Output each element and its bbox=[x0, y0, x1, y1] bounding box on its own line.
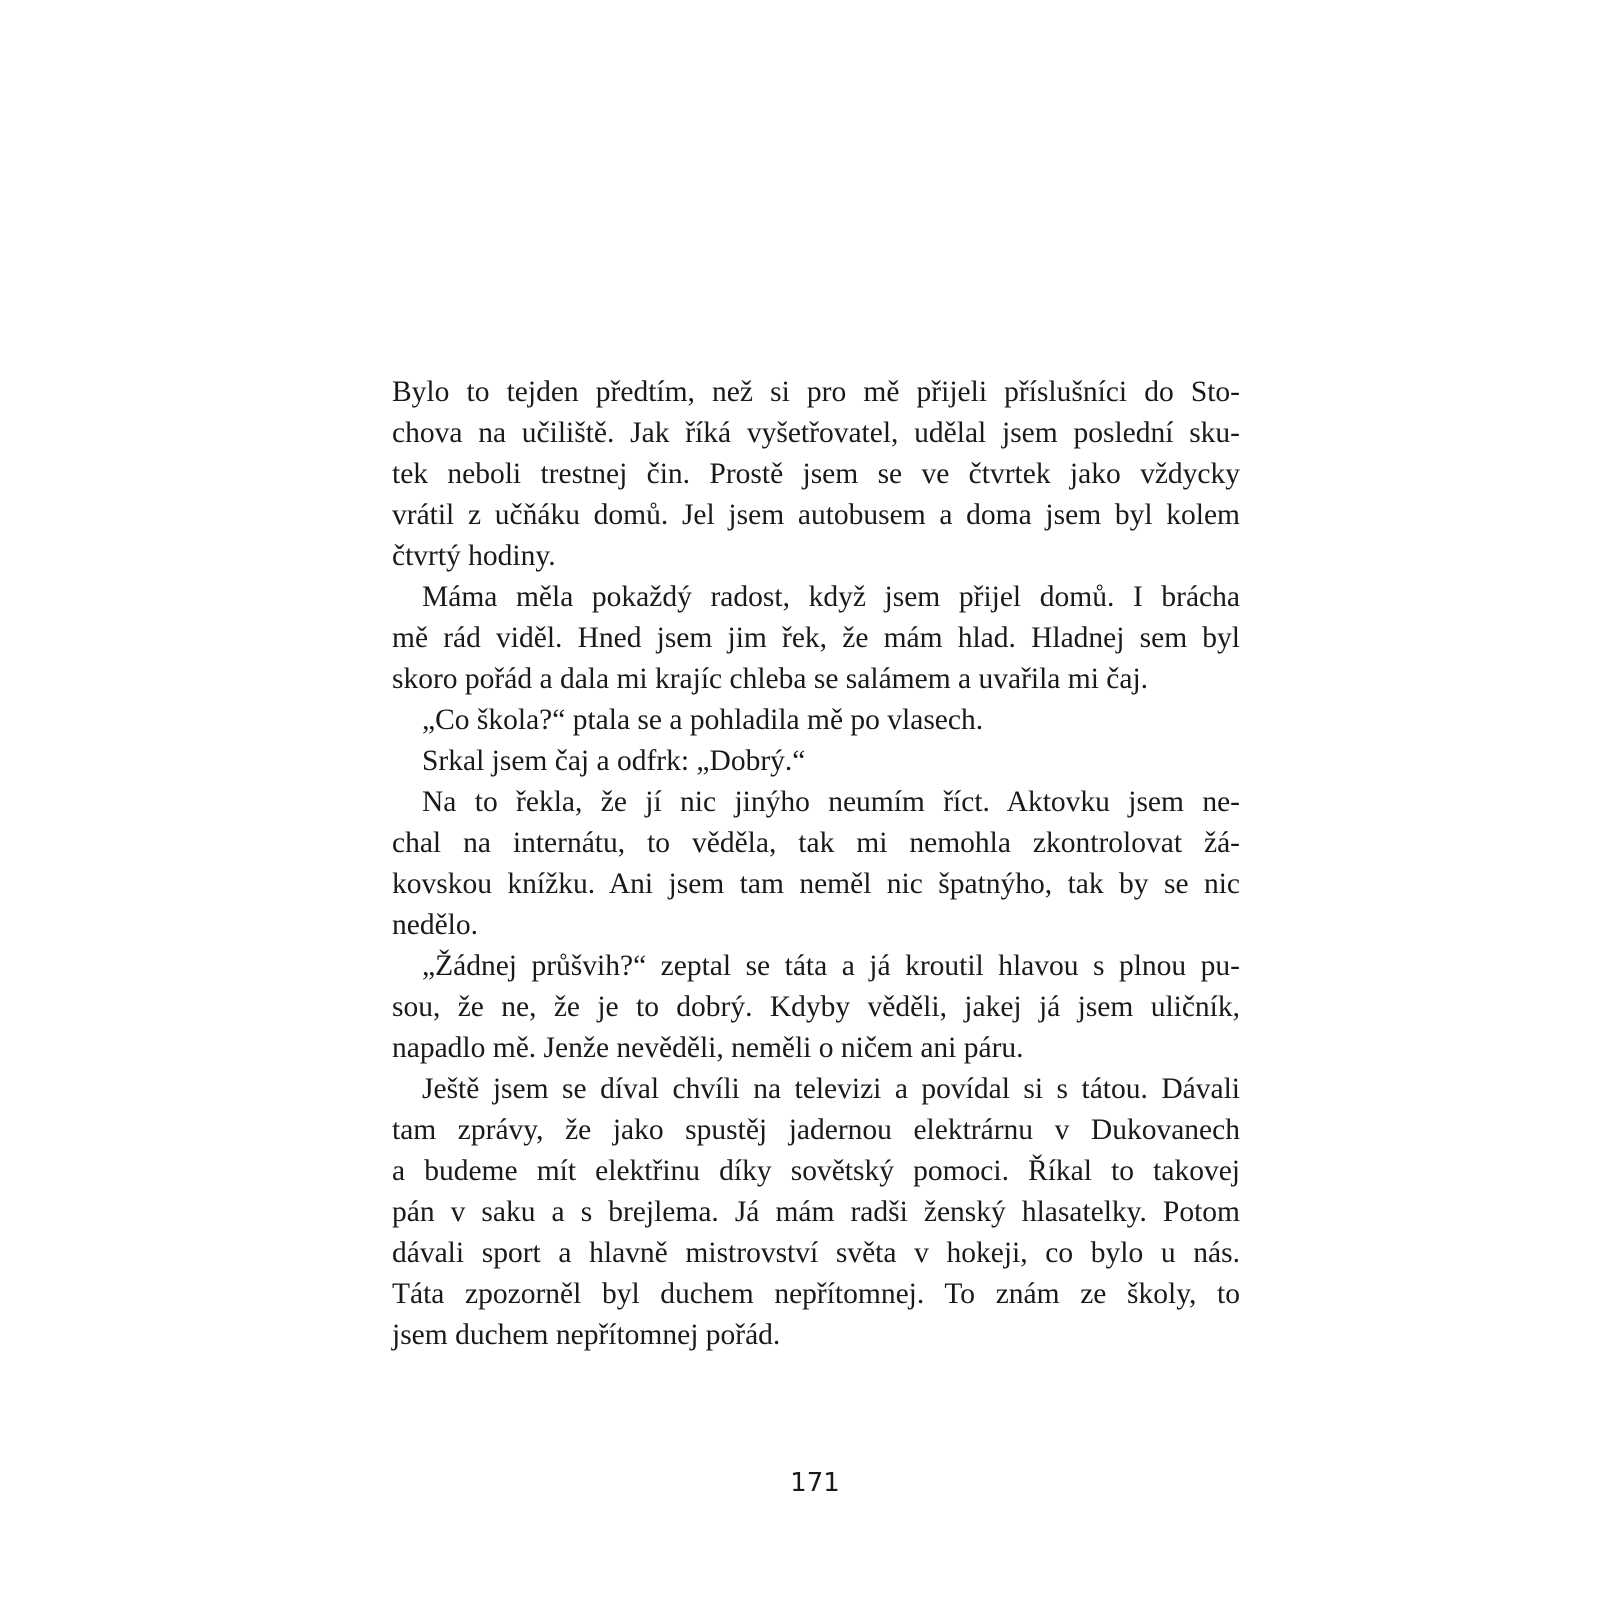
text-line: skoro pořád a dala mi krajíc chleba se salámem a uvařila mi čaj. bbox=[392, 663, 1149, 695]
text-line: chova na učiliště. Jak říká vyšetřovatel, udělal jsem poslední sku- bbox=[392, 417, 1240, 449]
text-line: tek neboli trestnej čin. Prostě jsem se ve čtvrtek jako vždycky bbox=[392, 458, 1240, 490]
text-line: pán v saku a s brejlema. Já mám radši ženský hlasatelky. Potom bbox=[392, 1196, 1240, 1228]
text-line: Na to řekla, že jí nic jinýho neumím říct. Aktovku jsem ne- bbox=[422, 786, 1240, 818]
text-line: Máma měla pokaždý radost, když jsem přijel domů. I brácha bbox=[422, 581, 1240, 613]
text-line: tam zprávy, že jako spustěj jadernou elektrárnu v Dukovanech bbox=[392, 1114, 1240, 1146]
text-line: chal na internátu, to věděla, tak mi nemohla zkontrolovat žá- bbox=[392, 827, 1240, 859]
page-number: 171 bbox=[790, 1468, 840, 1498]
text-line: sou, že ne, že je to dobrý. Kdyby věděli, jakej já jsem uličník, bbox=[392, 991, 1240, 1023]
text-line: Ještě jsem se díval chvíli na televizi a povídal si s tátou. Dávali bbox=[422, 1073, 1240, 1105]
text-line: Táta zpozorněl byl duchem nepřítomnej. To znám ze školy, to bbox=[392, 1278, 1240, 1310]
text-line: mě rád viděl. Hned jsem jim řek, že mám hlad. Hladnej sem byl bbox=[392, 622, 1240, 654]
body-text bbox=[392, 372, 1240, 1356]
text-line: jsem duchem nepřítomnej pořád. bbox=[392, 1319, 781, 1351]
text-line: napadlo mě. Jenže nevěděli, neměli o ničem ani páru. bbox=[392, 1032, 1024, 1064]
text-line: nedělo. bbox=[392, 909, 479, 941]
text-line: „Co škola?“ ptala se a pohladila mě po vlasech. bbox=[422, 704, 984, 736]
text-line: „Žádnej průšvih?“ zeptal se táta a já kroutil hlavou s plnou pu- bbox=[422, 950, 1240, 982]
text-line: kovskou knížku. Ani jsem tam neměl nic špatnýho, tak by se nic bbox=[392, 868, 1240, 900]
text-line: dávali sport a hlavně mistrovství světa v hokeji, co bylo u nás. bbox=[392, 1237, 1240, 1269]
text-line: Srkal jsem čaj a odfrk: „Dobrý.“ bbox=[422, 745, 806, 777]
text-line: Bylo to tejden předtím, než si pro mě přijeli příslušníci do Sto- bbox=[392, 376, 1240, 408]
text-line: čtvrtý hodiny. bbox=[392, 540, 556, 572]
text-line: a budeme mít elektřinu díky sovětský pomoci. Říkal to takovej bbox=[392, 1155, 1240, 1187]
text-line: vrátil z učňáku domů. Jel jsem autobusem a doma jsem byl kolem bbox=[392, 499, 1240, 531]
